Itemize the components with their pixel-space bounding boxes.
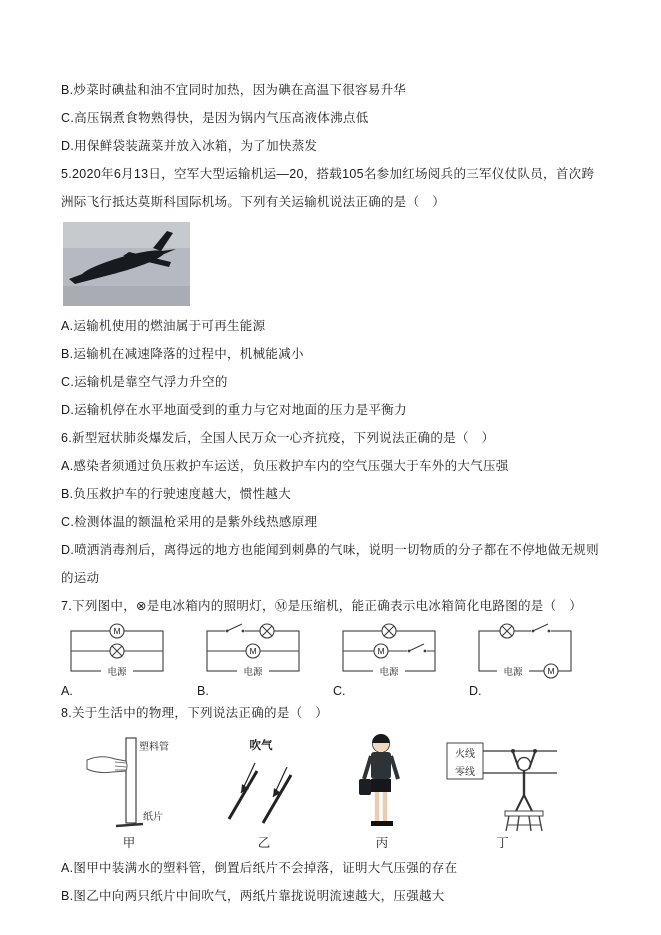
circuit-b-label: B. [197, 684, 209, 698]
paper-label: 纸片 [143, 812, 163, 823]
circuit-option-a [61, 623, 173, 699]
question-5-text: 5.2020年6月13日，空军大型运输机运—20，搭载105名参加红场阅兵的三军仪仗队员，首次跨洲际飞行抵达莫斯科国际机场。下列有关运输机说法正确的是（ ） [61, 167, 595, 209]
question-5-option-c: C.运输机是靠空气浮力升空的 [61, 375, 228, 389]
figure-jia-caption: 甲 [122, 836, 136, 850]
question-4-option-d: D.用保鲜袋装蔬菜并放入冰箱，为了加快蒸发 [61, 139, 318, 153]
question-8-option-b: B.图乙中向两只纸片中间吹气，两纸片靠拢说明流速越大，压强越大 [61, 889, 445, 903]
electric-wires-figure [445, 731, 560, 833]
figure-ding-caption: 丁 [496, 836, 509, 850]
circuit-d-label: D. [469, 684, 482, 698]
exam-page-content [61, 76, 603, 910]
question-6-text: 6.新型冠状肺炎爆发后，全国人民万众一心齐抗疫，下列说法正确的是（ ） [61, 431, 495, 445]
circuit-option-c [333, 623, 445, 699]
question-6-option-a: A.感染者须通过负压救护车运送，负压救护车内的空气压强大于车外的大气压强 [61, 459, 509, 473]
question-6-option-b: B.负压救护车的行驶速度越大，惯性越大 [61, 487, 292, 501]
question-5-option-a: A.运输机使用的燃油属于可再生能源 [61, 319, 266, 333]
airplane-image [63, 222, 190, 306]
live-wire-label: 火线 [455, 749, 475, 760]
circuit-c-label: C. [333, 684, 346, 698]
motor-symbol: M [547, 666, 555, 676]
circuit-option-d [469, 623, 581, 699]
question-5-option-b: B.运输机在减速降落的过程中，机械能减小 [61, 347, 304, 361]
figure-yi-caption: 乙 [257, 836, 271, 850]
figure-bing-caption: 丙 [375, 836, 389, 850]
question-4-option-c: C.高压锅煮食物熟得快，是因为锅内气压高液体沸点低 [61, 111, 369, 125]
question-6-option-d: D.喷洒消毒剂后，离得远的地方也能闻到刺鼻的气味，说明一切物质的分子都在不停地做无规则的运动 [61, 543, 599, 585]
figure-jia [81, 735, 177, 852]
blowing-papers-figure [209, 735, 319, 833]
motor-symbol: M [249, 646, 257, 656]
physics-figures-row [81, 731, 603, 852]
question-8-option-a: A.图甲中装满水的塑料管，倒置后纸片不会掉落，证明大气压强的存在 [61, 861, 458, 875]
figure-bing [351, 733, 413, 852]
standing-boy-figure [351, 733, 413, 833]
blow-label: 吹气 [249, 740, 273, 752]
figure-yi [209, 735, 319, 852]
circuit-d-diagram [469, 623, 581, 681]
power-source-label: 电源 [107, 667, 127, 678]
circuit-a-diagram [61, 623, 173, 681]
motor-symbol: M [377, 646, 385, 656]
motor-symbol: M [113, 626, 121, 636]
power-source-label: 电源 [243, 667, 263, 678]
tube-paper-figure [81, 735, 177, 833]
power-source-label: 电源 [379, 667, 399, 678]
circuit-c-diagram [333, 623, 445, 681]
question-8-text: 8.关于生活中的物理，下列说法正确的是（ ） [61, 706, 329, 720]
figure-ding [445, 731, 560, 852]
tube-label: 塑料管 [139, 742, 169, 753]
airplane-photo [63, 222, 190, 306]
question-5-option-d: D.运输机停在水平地面受到的重力与它对地面的压力是平衡力 [61, 403, 407, 417]
circuit-option-b [197, 623, 309, 699]
circuit-diagram-options [61, 623, 603, 699]
question-7-text: 7.下列图中，⊗是电冰箱内的照明灯，Ⓜ是压缩机，能正确表示电冰箱简化电路图的是（ ） [61, 599, 582, 613]
circuit-a-label: A. [61, 684, 73, 698]
power-source-label: 电源 [503, 667, 523, 678]
circuit-b-diagram [197, 623, 309, 681]
question-6-option-c: C.检测体温的额温枪采用的是紫外线热感原理 [61, 515, 318, 529]
question-4-option-b: B.炒菜时碘盐和油不宜同时加热，因为碘在高温下很容易升华 [61, 83, 407, 97]
neutral-wire-label: 零线 [455, 767, 475, 778]
